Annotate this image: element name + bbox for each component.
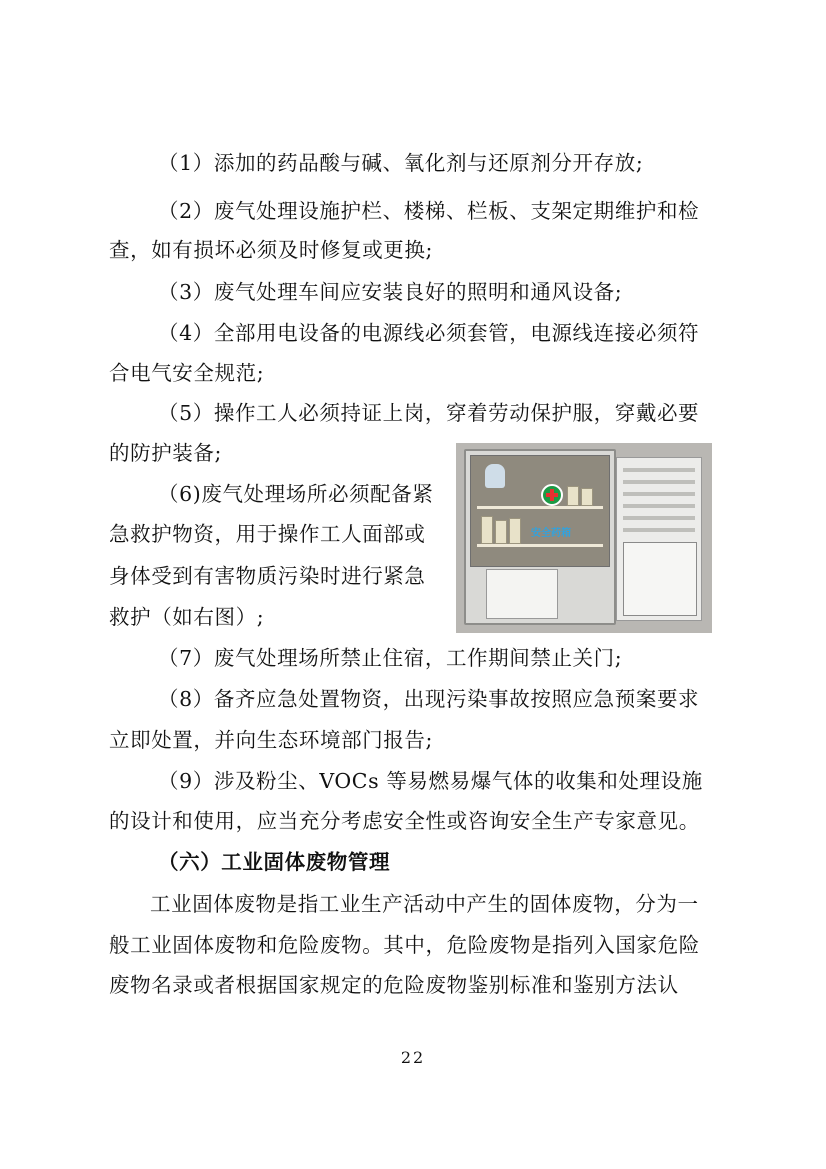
item-3: （3）废气处理车间应安装良好的照明和通风设备; bbox=[158, 280, 623, 304]
item-2-line-2: 查，如有损坏必须及时修复或更换; bbox=[109, 238, 434, 262]
section-heading: （六）工业固体废物管理 bbox=[158, 850, 391, 874]
item-6-line-2: 急救护物资，用于操作工人面部或 bbox=[109, 522, 426, 546]
item-2-line-1: （2）废气处理设施护栏、楼梯、栏板、支架定期维护和检 bbox=[158, 199, 700, 223]
first-aid-cross-icon bbox=[541, 484, 563, 506]
item-8-line-2: 立即处置，并向生态环境部门报告; bbox=[109, 728, 434, 752]
item-1: （1）添加的药品酸与碱、氧化剂与还原剂分开存放; bbox=[158, 151, 644, 175]
first-aid-cabinet-photo bbox=[456, 443, 712, 633]
item-5-line-2: 的防护装备; bbox=[109, 441, 223, 465]
item-6-line-4: 救护（如右图）; bbox=[109, 605, 265, 629]
item-9-line-2: 的设计和使用，应当充分考虑安全性或咨询安全生产专家意见。 bbox=[109, 809, 700, 833]
item-5-line-1: （5）操作工人必须持证上岗，穿着劳动保护服，穿戴必要 bbox=[158, 401, 700, 425]
item-6-line-3: 身体受到有害物质污染时进行紧急 bbox=[109, 564, 426, 588]
first-aid-cabinet bbox=[464, 449, 616, 625]
page-number: 22 bbox=[400, 1048, 426, 1067]
item-9-line-1: （9）涉及粉尘、VOCs 等易燃易爆气体的收集和处理设施 bbox=[158, 769, 703, 793]
body-line-2: 般工业固体废物和危险废物。其中，危险废物是指列入国家危险 bbox=[109, 933, 700, 957]
cabinet-inventory-sheet bbox=[486, 569, 558, 619]
wall-info-board bbox=[616, 457, 702, 621]
body-line-1: 工业固体废物是指工业生产活动中产生的固体废物，分为一 bbox=[150, 892, 699, 916]
evacuation-plan bbox=[623, 542, 697, 616]
cabinet-sticker: 安全药箱 bbox=[531, 528, 571, 539]
item-4-line-2: 合电气安全规范; bbox=[109, 361, 265, 385]
item-4-line-1: （4）全部用电设备的电源线必须套管，电源线连接必须符 bbox=[158, 321, 700, 345]
item-8-line-1: （8）备齐应急处置物资，出现污染事故按照应急预案要求 bbox=[158, 687, 700, 711]
item-7: （7）废气处理场所禁止住宿，工作期间禁止关门; bbox=[158, 646, 623, 670]
body-line-3: 废物名录或者根据国家规定的危险废物鉴别标准和鉴别方法认 bbox=[109, 973, 679, 997]
item-6-line-1: （6)废气处理场所必须配备紧 bbox=[158, 482, 434, 506]
